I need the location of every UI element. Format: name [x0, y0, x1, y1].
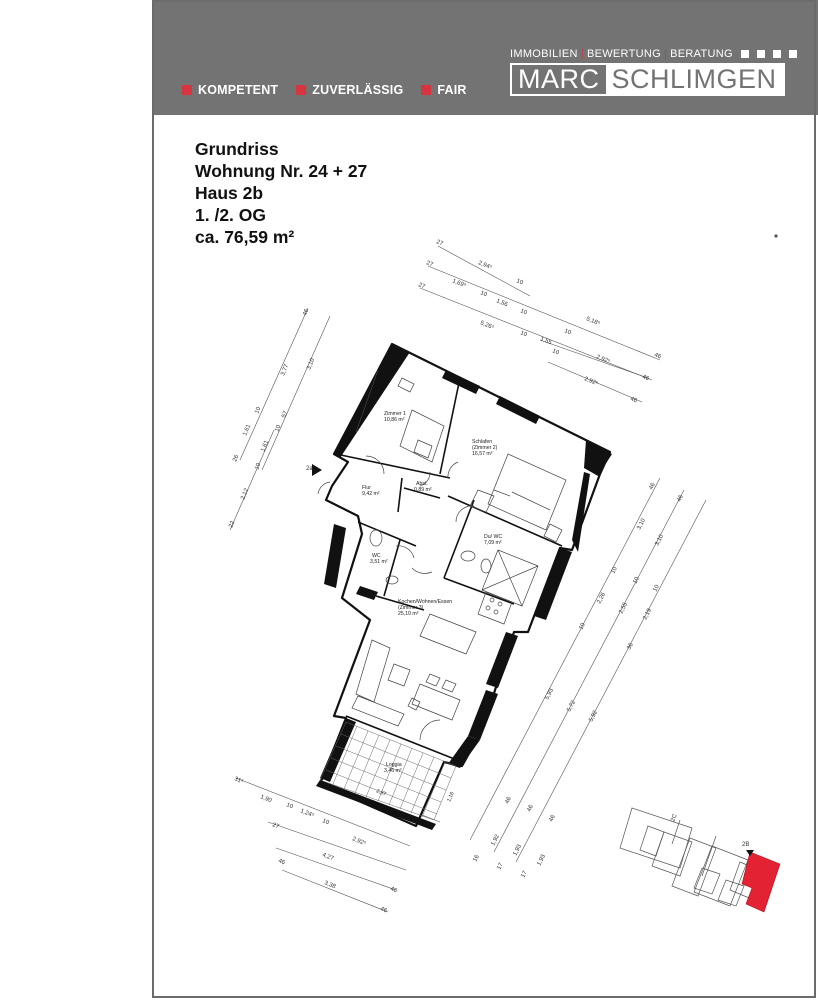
room-name: WC [372, 553, 381, 559]
dim-label: 5,92 [588, 709, 600, 723]
dim-label: 10 [515, 278, 524, 287]
dim-label: 46 [548, 814, 557, 823]
room-area: 10,86 m² [384, 417, 405, 423]
room-name: Zimmer 1 [384, 411, 406, 417]
room-area: 9,42 m² [362, 491, 380, 497]
dim-label: 10 [578, 622, 587, 631]
dim-label: 2,55 [618, 601, 630, 615]
dim-label: 1,55 [539, 336, 553, 347]
tag-label: FAIR [437, 83, 467, 97]
dim-label: 1,69⁵ [451, 278, 467, 290]
dim-label: 2,92⁵ [595, 354, 611, 366]
room-sub: (Zimmer 3) [398, 605, 424, 611]
room-area: 25,10 m² [398, 611, 419, 617]
tag-label: ZUVERLÄSSIG [312, 83, 404, 97]
dim-label: 3,10 [636, 517, 648, 531]
room-name: Du/ WC [484, 534, 503, 540]
dim-label: 10 [274, 424, 283, 433]
apartment-plan [306, 344, 612, 830]
dim-label: 10 [551, 348, 560, 357]
dim-label: 1,56 [495, 298, 509, 309]
tagline-item: BEWERTUNG [586, 48, 661, 60]
dim-label: 1,93 [536, 853, 548, 867]
title-house: Haus 2b [195, 183, 264, 203]
site-label: 2C [670, 813, 679, 823]
dim-label: 2,26 [596, 591, 608, 605]
dim-label: 3,10 [654, 533, 666, 547]
dim-label: 5,18⁵ [585, 316, 601, 328]
dim-label: 1,90 [259, 794, 273, 805]
dim-label: 46 [629, 396, 638, 405]
room-area: 3,51 m² [370, 559, 388, 565]
dim-label: 46 [504, 796, 513, 805]
dim-label: 27 [271, 822, 280, 831]
dim-label: 57 [281, 410, 290, 419]
dim-label: 1,24⁵ [299, 808, 315, 820]
room-name: Loggia [386, 762, 402, 768]
dim-label: 46 [277, 858, 286, 867]
dim-label: 2,94⁵ [477, 260, 493, 272]
dim-label: 10 [652, 584, 661, 593]
dim-label: 2,19 [642, 607, 654, 621]
dim-label: 46 [676, 494, 685, 503]
dim-label: 10 [254, 406, 263, 415]
title-apartment: Wohnung Nr. 24 + 27 [195, 161, 368, 181]
room-name: Kochen/Wohnen/Essen [398, 599, 453, 605]
title-heading: Grundriss [195, 139, 279, 159]
dim-label: 27 [417, 282, 426, 291]
dim-label: 17 [520, 870, 529, 879]
dim-label: 10 [479, 290, 488, 299]
dim-label: 1,61 [260, 439, 271, 453]
site-plan [620, 808, 780, 912]
dim-label: 16 [472, 854, 481, 863]
dim-label: 36 [626, 642, 635, 651]
room-name: Flur [362, 485, 371, 491]
dim-label: 46 [641, 374, 650, 383]
dim-label: 46 [653, 352, 662, 361]
dim-label: 26 [232, 454, 241, 463]
dim-label: 5,93 [544, 687, 556, 701]
logo-left: MARC [518, 64, 600, 94]
tag-label: KOMPETENT [198, 83, 279, 97]
dot-mark [774, 234, 777, 237]
dim-label: 10 [610, 566, 619, 575]
dim-label: 46 [648, 482, 657, 491]
room-sub: (Zimmer 2) [472, 445, 498, 451]
dim-label: 22 [228, 520, 237, 529]
room-area: 16,57 m² [472, 451, 493, 457]
room-area: 0,89 m² [414, 487, 432, 493]
tagline-item: IMMOBILIEN [510, 48, 578, 60]
dim-label: 10 [254, 462, 263, 471]
dim-label: 17 [496, 862, 505, 871]
dim-label: 2,12 [240, 487, 251, 501]
dim-label: 10 [519, 308, 528, 317]
dim-label: 27 [425, 260, 434, 269]
dim-label: 1,61 [242, 423, 253, 437]
dim-label: 2,87 [375, 788, 387, 798]
dim-label: 1,92 [490, 833, 502, 847]
site-label: 2B [742, 842, 750, 848]
room-name: Schlafen [472, 439, 493, 445]
apartment-highlight [742, 852, 780, 912]
dim-label: 10 [519, 330, 528, 339]
dim-label: 31⁵ [233, 776, 245, 786]
dim-label: 10 [285, 802, 294, 811]
dim-label: 10 [321, 818, 330, 827]
dim-label: 46 [526, 804, 535, 813]
dim-label: 1,16 [446, 791, 456, 803]
title-area: ca. 76,59 m² [195, 227, 295, 247]
dim-label: 46 [379, 906, 388, 915]
room-name: Abst. [416, 481, 428, 487]
dim-label: 46 [389, 886, 398, 895]
tagline-item: BERATUNG [670, 48, 733, 60]
dim-label: 3,77 [280, 363, 291, 377]
dim-label: 46 [302, 308, 311, 317]
room-area: 3,46 m² [384, 768, 402, 774]
title-floor: 1. /2. OG [195, 205, 266, 225]
dim-label: 1,93 [512, 843, 524, 857]
tagline: IMMOBILIEN | BEWERTUNG | BERATUNG [510, 48, 797, 60]
dim-label: 4,27 [321, 852, 335, 863]
dim-label: 5,72 [566, 699, 578, 713]
dim-label: 3,10 [306, 357, 317, 371]
dim-label: 2,92⁵ [583, 376, 599, 388]
room-area: 7,09 m² [484, 540, 502, 546]
dim-label: 2,92⁵ [351, 836, 367, 848]
dim-label: 3,38 [323, 880, 337, 891]
dim-label: 5,26⁵ [479, 320, 495, 332]
entrance-arrow-icon [312, 464, 322, 476]
dim-label: 27 [435, 239, 444, 248]
entrance-marker: 2a [306, 466, 313, 472]
logo-right: SCHLIMGEN [606, 65, 783, 94]
dim-label: 10 [563, 328, 572, 337]
dim-label: 10 [632, 576, 641, 585]
